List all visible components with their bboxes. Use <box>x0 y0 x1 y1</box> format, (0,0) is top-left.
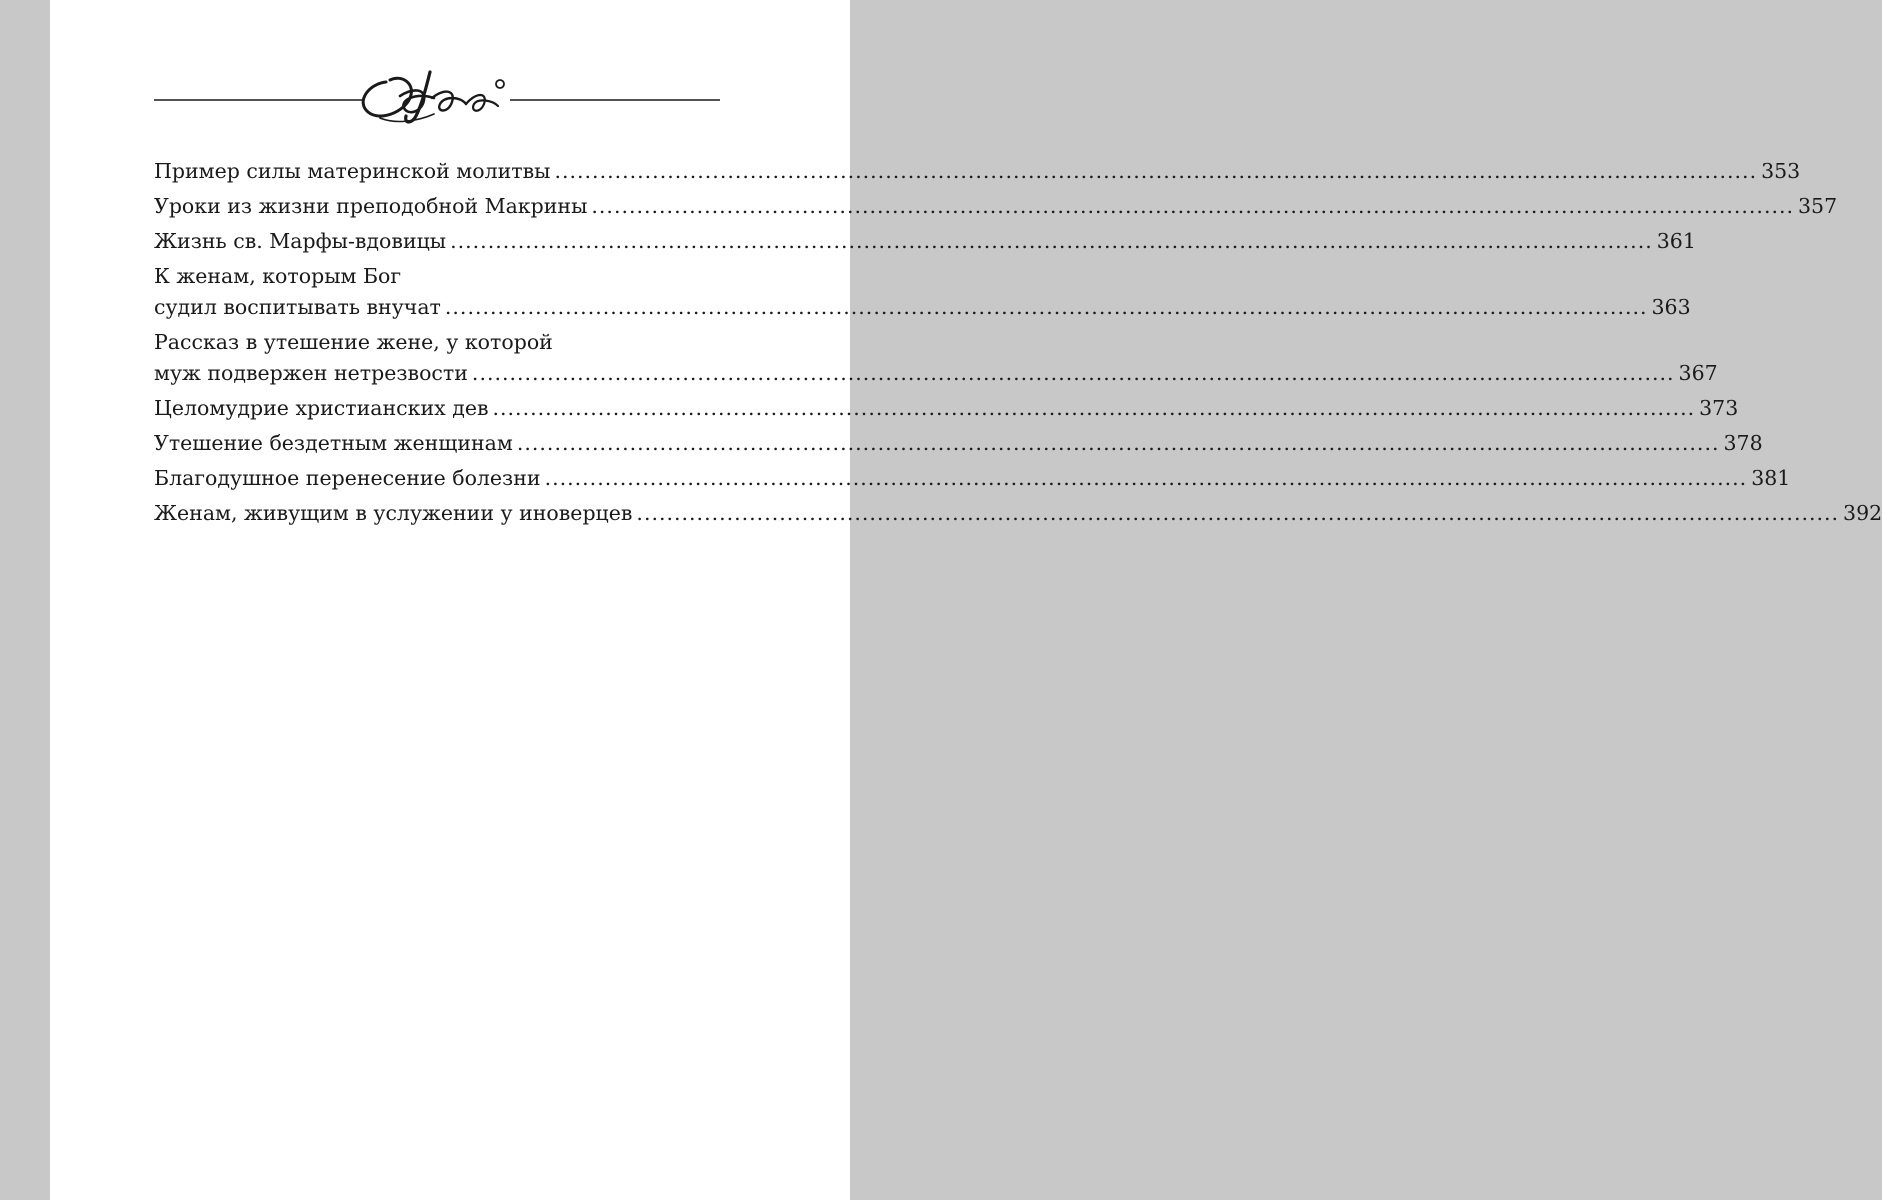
toc-entry-line-first <box>154 327 714 358</box>
toc-entry-title-continued: судил воспитывать внучат <box>154 295 441 319</box>
toc-entry-title: К женам, которым Бог <box>154 264 402 288</box>
toc-entry-title: Целомудрие христианских дев <box>154 396 489 420</box>
toc-entry[interactable] <box>154 498 1882 529</box>
toc-entry[interactable] <box>154 463 1791 494</box>
toc-page-number: 381 <box>1751 466 1791 490</box>
toc-entry-line <box>154 393 1739 424</box>
dot-leader <box>472 358 1675 389</box>
toc-entry[interactable] <box>154 226 1696 257</box>
book-page <box>50 0 1882 1200</box>
dot-leader <box>554 156 1757 187</box>
toc-page-number: 392 <box>1843 501 1882 525</box>
toc-entry-line <box>154 226 1696 257</box>
toc-entry-title: Утешение бездетным женщинам <box>154 431 513 455</box>
toc-page-number: 378 <box>1723 431 1763 455</box>
toc-entry[interactable] <box>154 191 1838 222</box>
dot-leader <box>636 498 1839 529</box>
dot-leader <box>517 428 1720 459</box>
toc-entry[interactable] <box>154 393 1739 424</box>
toc-entry-line <box>154 428 1763 459</box>
flourish-icon <box>363 72 504 122</box>
toc-page-number: 357 <box>1798 194 1838 218</box>
table-of-contents <box>154 156 1882 533</box>
dot-leader <box>545 463 1748 494</box>
toc-entry-line <box>154 498 1882 529</box>
toc-page-number: 373 <box>1699 396 1739 420</box>
dot-leader <box>591 191 1794 222</box>
toc-entry-title: Рассказ в утешение жене, у которой <box>154 330 553 354</box>
toc-entry-title: Жизнь св. Марфы-вдовицы <box>154 229 447 253</box>
toc-entry-line <box>154 191 1838 222</box>
toc-entry-line <box>154 292 1691 323</box>
toc-page-number: 361 <box>1656 229 1696 253</box>
toc-page-number: 367 <box>1678 361 1718 385</box>
toc-entry-title: Благодушное перенесение болезни <box>154 466 541 490</box>
header-ornament <box>154 58 720 128</box>
toc-entry[interactable] <box>154 327 1718 389</box>
dot-leader <box>450 226 1653 257</box>
toc-entry-line-first <box>154 261 714 292</box>
toc-entry[interactable] <box>154 156 1801 187</box>
toc-entry[interactable] <box>154 428 1763 459</box>
toc-page-number: 353 <box>1761 159 1801 183</box>
toc-entry-title-continued: муж подвержен нетрезвости <box>154 361 468 385</box>
toc-page-number: 363 <box>1651 295 1691 319</box>
dot-leader <box>445 292 1648 323</box>
toc-entry-line <box>154 358 1718 389</box>
toc-entry-title: Уроки из жизни преподобной Макрины <box>154 194 588 218</box>
toc-entry-title: Пример силы материнской молитвы <box>154 159 551 183</box>
toc-entry[interactable] <box>154 261 1691 323</box>
toc-entry-line <box>154 463 1791 494</box>
toc-entry-title: Женам, живущим в услужении у иноверцев <box>154 501 633 525</box>
toc-entry-line <box>154 156 1801 187</box>
dot-leader <box>493 393 1696 424</box>
